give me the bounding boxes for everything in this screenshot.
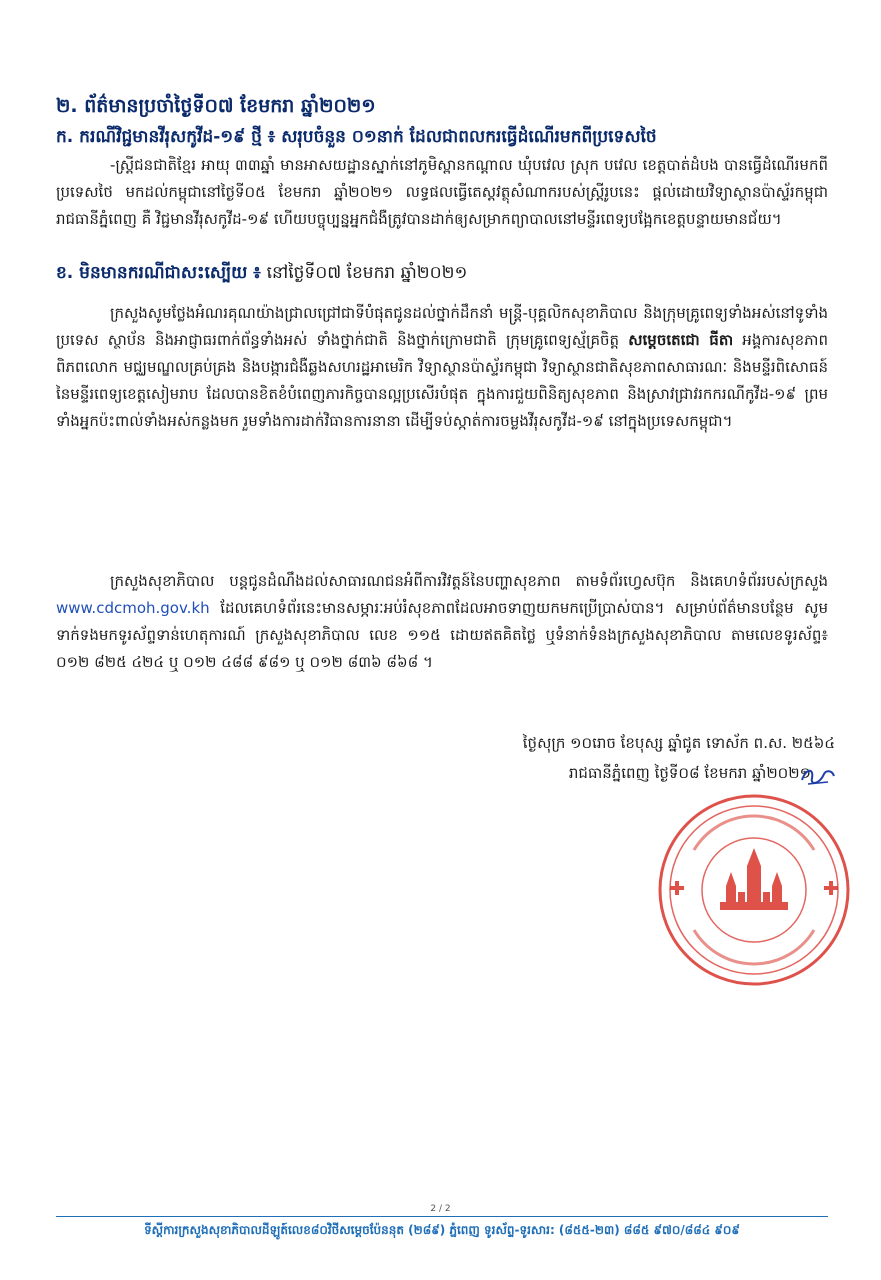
ministry-seal xyxy=(654,790,854,990)
date-lunar: ថ្ងៃសុក្រ ១០រោច ខែបុស្ស ឆ្នាំជូត ទោស័ក ព.ស. ២៥៦៤ xyxy=(522,734,835,752)
section-title: ២. ព័ត៌មានប្រចាំថ្ងៃទី០៧ ខែមករា ឆ្នាំ២០២១ xyxy=(56,95,376,117)
thanks-paragraph xyxy=(56,300,828,435)
page-number: 2 / 2 xyxy=(430,1204,451,1214)
case-a-body: -ស្ត្រីជនជាតិខ្មែរ អាយុ ៣៣ឆ្នាំ មានអាសយដ្ឋានស្នាក់នៅភូមិស្ពានកណ្តាល ឃុំបវេល ស្រុក បវេល ខេត្តបាត់ដំបង បានធ្វើដំណើរមកពីប្រទេសថៃ មកដល់កម្ពុជានៅថ្ងៃទី០៥ ខែមករា ឆ្នាំ២០២១ លទ្ធផលធ្វើតេស្តវត្ថុសំណាករបស់ស្ត្រីរូបនេះ ផ្តល់ដោយវិទ្យាស្ថានប៉ាស្ទ័រកម្ពុជា រាជធានីភ្នំពេញ គឺ វិជ្ជមានវីរុសកូវីដ-១៩ ហើយបច្ចុប្បន្នអ្នកជំងឺត្រូវបានដាក់ឲ្យសម្រាកព្យាបាលនៅមន្ទីរពេទ្យបង្អែកខេត្តបន្ទាយមានជ័យ។ xyxy=(56,156,828,228)
thanks-text-1: ក្រសួងសូមថ្លែងអំណរគុណយ៉ាងជ្រាលជ្រៅជាទីបំផុតជូនដល់ថ្នាក់ដឹកនាំ មន្ត្រី-បុគ្គលិកសុខាភិបាល និងក្រុមគ្រូពេទ្យទាំងអស់នៅទូទាំងប្រទេស ស្ថាប័ន និងអាជ្ញាធរពាក់ព័ន្ធទាំងអស់ ទាំងថ្នាក់ជាតិ និងថ្នាក់ក្រោមជាតិ ក្រុមគ្រូពេទ្យស្ម័គ្រចិត្ត xyxy=(56,304,828,349)
footer-address: ទីស្តីការក្រសួងសុខាភិបាលដីឡូត៍លេខ៨០វិថីសម្តេចប៉ែននុត (២៨៩) ភ្នំពេញ ទូរស័ព្ទ-ទូរសារ: (៨៥៥-២៣) ៨៨៥ ៩៧០/៨៨៤ ៩០៩ xyxy=(144,1223,740,1237)
date-solar: រាជធានីភ្នំពេញ ថ្ងៃទី០៨ ខែមករា ឆ្នាំ២០២១ xyxy=(568,764,811,782)
case-a-heading: ក. ករណីវិជ្ជមានវីរុសកូវីដ-១៩ ថ្មី ៖ សរុបចំនួន ០១នាក់ ដែលជាពលករធ្វើដំណើរមកពីប្រទេសថៃ xyxy=(56,127,657,147)
footer-divider xyxy=(56,1216,828,1217)
case-b-heading xyxy=(56,262,836,287)
case-b-heading-bold: ខ. មិនមានករណីជាសះស្បើយ ៖ xyxy=(56,263,261,283)
info-text-1: ក្រសួងសុខាភិបាល បន្តជូនដំណឹងដល់សាធារណជនអំពីការវិវត្តន៍នៃបញ្ហាសុខភាព តាមទំព័រហ្វេសប៊ុក និងគេហទំព័ររបស់ក្រសួង xyxy=(110,572,828,590)
thanks-bold-name: សម្តេចតេជោ ធីតា xyxy=(628,331,734,349)
website-link[interactable]: www.cdcmoh.gov.kh xyxy=(56,599,210,617)
case-b-heading-date: នៅថ្ងៃទី០៧ ខែមករា ឆ្នាំ២០២១ xyxy=(266,263,468,283)
thanks-text-2: អង្គការសុខភាពពិភពលោក មជ្ឈមណ្ឌលគ្រប់គ្រង និងបង្ការជំងឺឆ្លងសហរដ្ឋអាមេរិក វិទ្យាស្ថានប៉ាស្ទ័រកម្ពុជា វិទ្យាស្ថានជាតិសុខភាពសាធារណៈ និងមន្ទីរពិសោធន៍នៃមន្ទីរពេទ្យខេត្តសៀមរាប ដែលបានខិតខំបំពេញភារកិច្ចបានល្អប្រសើរបំផុត ក្នុងការជួយពិនិត្យសុខភាព និងស្រាវជ្រាវរកករណីកូវីដ-១៩ ព្រមទាំងអ្នកប៉ះពាល់ទាំងអស់កន្លងមក រួមទាំងការដាក់វិធានការនានា ដើម្បីទប់ស្កាត់ការចម្លងវីរុសកូវីដ-១៩ នៅក្នុងប្រទេសកម្ពុជា។ xyxy=(56,331,828,430)
info-paragraph xyxy=(56,568,828,676)
info-text-2: ដែលគេហទំព័រនេះមានសម្ភារៈអប់រំសុខភាពដែលអាចទាញយកមកប្រើប្រាស់បាន។ សម្រាប់ព័ត៌មានបន្ថែម សូមទាក់ទងមកទូរស័ព្ទទាន់ហេតុការណ៍ ក្រសួងសុខាភិបាល លេខ ១១៥ ដោយឥតគិតថ្លៃ ឬទំនាក់ទំនងក្រសួងសុខាភិបាល តាមលេខទូរស័ព្ទ៖ ០១២ ៨២៥ ៤២៤ ឬ ០១២ ៤៨៨ ៩៨១ ឬ ០១២ ៨៣៦ ៨៦៨ ។ xyxy=(56,599,828,671)
signature-mark xyxy=(798,762,838,792)
